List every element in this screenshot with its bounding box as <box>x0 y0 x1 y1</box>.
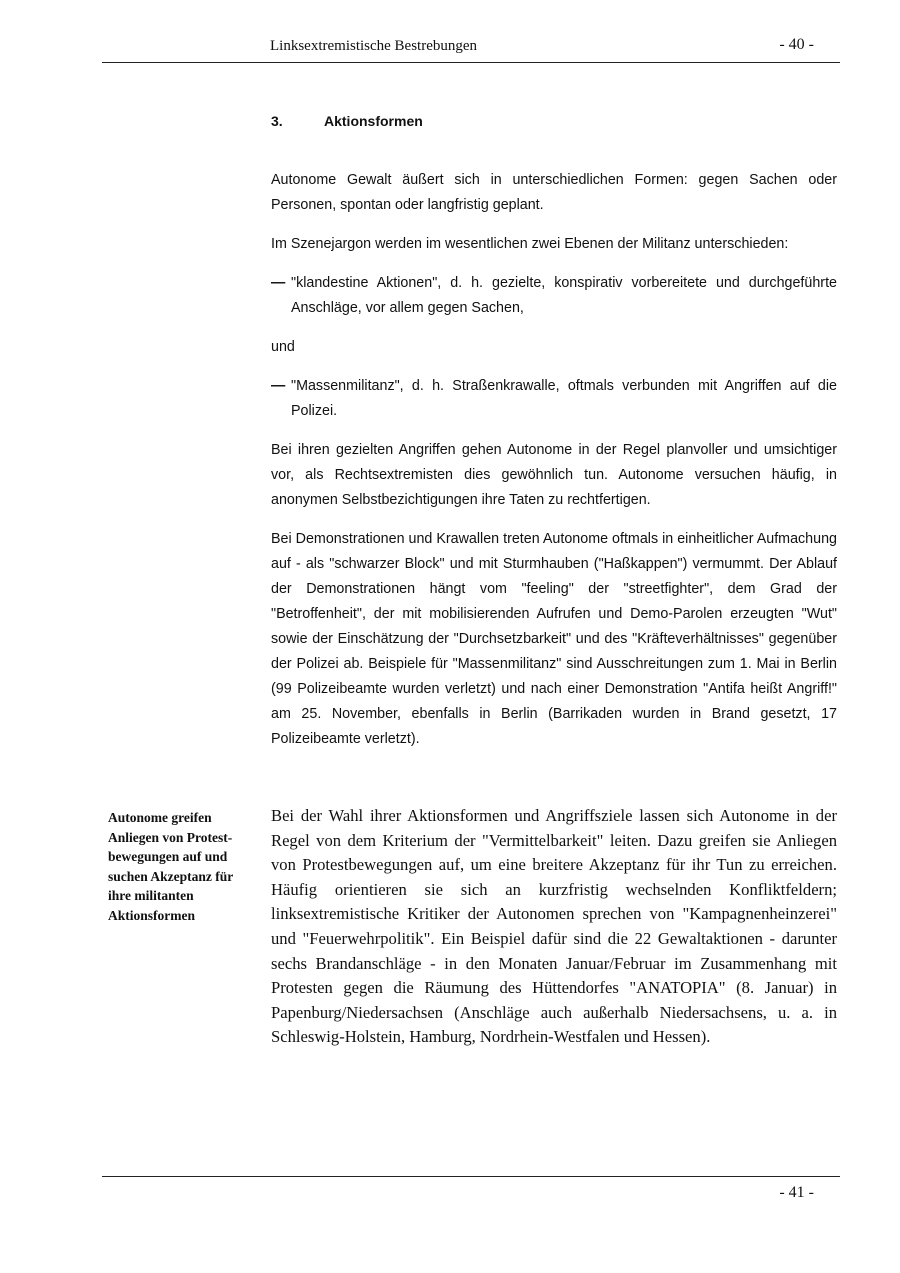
paragraph-militancy-levels: Im Szenejargon werden im wesentlichen zwei Ebenen der Militanz unterschieden: <box>271 236 789 252</box>
margin-note-line: Autonome greifen <box>108 810 212 825</box>
dash-marker: — <box>271 275 286 291</box>
connector-text: und <box>271 339 295 355</box>
margin-note-line: ihre militanten <box>108 888 194 903</box>
margin-note <box>108 808 258 925</box>
footer-page-number: - 41 - <box>779 1184 814 1201</box>
list-item <box>271 374 837 424</box>
page-footer <box>102 1176 840 1207</box>
margin-note-line: Anliegen von Protest- <box>108 829 233 845</box>
list-item <box>271 271 837 321</box>
section-number: 3. <box>271 113 283 129</box>
paragraph-intro: Autonome Gewalt äußert sich in unterschiedlichen Formen: gegen Sachen oder Personen, spontan oder langfristig geplant. <box>271 172 837 213</box>
page-header <box>102 34 840 63</box>
margin-note-line: Aktionsformen <box>108 907 195 923</box>
serif-text <box>271 804 837 1050</box>
list-item-text: "Massenmilitanz", d. h. Straßenkrawalle, oftmals verbunden mit Angriffen auf die Polizei. <box>291 378 837 419</box>
header-page-number: - 40 - <box>779 36 814 53</box>
dash-marker: — <box>271 378 286 394</box>
main-text <box>271 168 837 766</box>
header-title: Linksextremistische Bestrebungen <box>270 38 478 54</box>
paragraph-demonstrations: Bei Demonstrationen und Krawallen treten Autonome oftmals in einheitlicher Aufmachung auf - als "schwarzer Block" und mit Sturmhauben ("Haßkappen") vermummt. Der Ablauf der Demonstrationen hängt vom "feeling" der "streetfighter", dem Grad der "Betroffenheit", der mit mobilisierenden Aufrufen und Demo-Parolen erzeugten "Wut" sowie der Einschätzung der "Durchsetzbarkeit" und des "Kräfteverhältnisses" gegenüber der Polizei ab. Beispiele für "Massenmilitanz" sind Ausschreitungen zum 1. Mai in Berlin (99 Polizeibeamte wurden verletzt) und nach einer Demonstration "Antifa heißt Angriff!" am 25. November, ebenfalls in Berlin (Barrikaden wurden in Brand gesetzt, 17 Polizeibeamte verletzt). <box>271 531 837 747</box>
list-item-text: "klandestine Aktionen", d. h. gezielte, konspirativ vorbereitete und durchgeführte Anschläge, vor allem gegen Sachen, <box>291 275 837 316</box>
paragraph-action-forms: Bei der Wahl ihrer Aktionsformen und Angriffsziele lassen sich Autonome in der Regel von dem Kriterium der "Vermittelbarkeit" leiten. Dazu greifen sie Anliegen von Protestbewegungen auf, um eine breitere Akzeptanz für ihr Tun zu erreichen. Häufig orientieren sie sich an kurzfristig wechselnden Konfliktfeldern; linksextremistische Kritiker der Autonomen sprechen von "Kampagnenheinzerei" und "Feuerwehrpolitik". Ein Beispiel dafür sind die 22 Gewaltaktionen - darunter sechs Brandanschläge - in den Monaten Januar/Februar im Zusammenhang mit Protesten gegen die Räumung des Hüttendorfes "ANATOPIA" (8. Januar) in Papenburg/Niedersachsen (Anschläge auch außerhalb Niedersachsens, u. a. in Schleswig-Holstein, Hamburg, Nordrhein-Westfalen und Hessen). <box>271 806 837 1047</box>
paragraph-targeted-attacks: Bei ihren gezielten Angriffen gehen Autonome in der Regel planvoller und umsichtiger vor, als Rechtsextremisten dies gewöhnlich tun. Autonome versuchen häufig, in anonymen Selbstbezichtigungen ihre Taten zu rechtfertigen. <box>271 442 837 508</box>
margin-note-line: suchen Akzeptanz für <box>108 868 234 884</box>
section-title: Aktionsformen <box>324 113 423 129</box>
margin-note-line: bewegungen auf und <box>108 849 228 864</box>
section-heading <box>271 113 831 129</box>
